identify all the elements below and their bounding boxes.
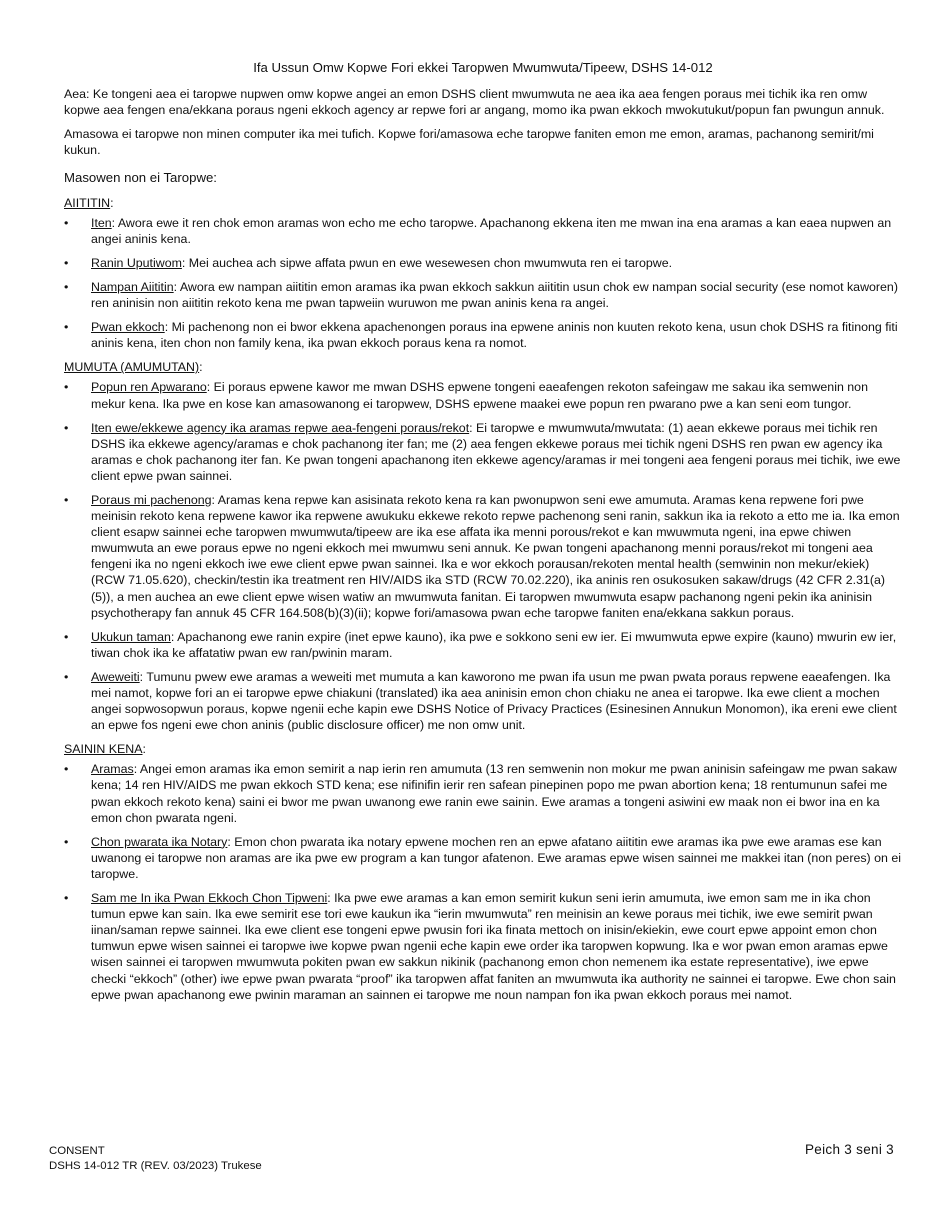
list-item bbox=[64, 379, 902, 411]
bullet: • bbox=[64, 215, 69, 230]
item-term: Aramas bbox=[91, 762, 134, 777]
item-term: Nampan Aiititin bbox=[91, 279, 174, 294]
bullet: • bbox=[64, 492, 69, 507]
item-term: Iten ewe/ekkewe agency ika aramas repwe aea-fengeni poraus/rekot bbox=[91, 420, 470, 435]
item-term: Ranin Uputiwom bbox=[91, 255, 182, 270]
document-page bbox=[64, 52, 902, 1011]
footer-consent-label: CONSENT bbox=[49, 1145, 105, 1157]
list-item bbox=[64, 215, 902, 247]
item-text: : Angei emon aramas ika emon semirit a nap ierin ren amumuta (13 ren semwenin non mokur me pwan aninisin safeingaw me pwan sakaw kena; 14 ren HIV/AIDS me pwan ekkoch STD kena; ese nifinifin ierir ren safean pinepinen popo me pwan abortion kena; 18 rentumunun safei me pwan ekkoch rekoto kena) saini ei bwor me pwan uwanong ewe ranin ewe sainin. Ewe aramas a tongeni asiwini ew maak non ei bwor ina en ka emon chon pwarata ngeni. bbox=[91, 762, 897, 825]
bullet: • bbox=[64, 420, 69, 435]
item-text: : Awora ew nampan aiititin emon aramas ika pwan ekkoch sakkun aiititin usun chok ew nampan social security (ese nomot kaworen) ren aninisin non aiititin rekoto kena me pwan tapweiin wuruwon me pwan aninis kena ra angei. bbox=[91, 279, 898, 311]
bullet: • bbox=[64, 380, 69, 395]
bullet: • bbox=[64, 669, 69, 684]
bullet: • bbox=[64, 629, 69, 644]
item-text: : Apachanong ewe ranin expire (inet epwe kauno), ika pwe e sokkono seni ew ier. Ei mwumwuta epwe expire (kauno) mwurin ew ier, tiwan chok ika ke affatatiw pwan ew ran/pwinin maram. bbox=[91, 629, 897, 660]
item-text: : Awora ewe it ren chok emon aramas won echo me echo taropwe. Apachanong ekkena iten me mwan ina ena aramas a kan eaea nupwen an angei aninis kena. bbox=[91, 215, 892, 246]
item-text: : Mi pachenong non ei bwor ekkena apachenongen poraus ina epwene aninis non kuuten rekoto kena, usun chok DSHS ra fitinong fiti aninis kena, iten chon non family kena, ika pwan ekkoch poraus kena ra nomot. bbox=[91, 320, 898, 351]
list-item bbox=[64, 890, 902, 1003]
item-term: Aweweiti bbox=[91, 669, 140, 684]
item-text: : Ei poraus epwene kawor me mwan DSHS epwene tongeni eaeafengen rekoton safeingaw me sakau ika semwenin non mekur kena. Ika pwe en kose kan amasowanong ei taropwew, DSHS epwene maakei ewe popun ren pwarano pwe a kan seni eom tungor. bbox=[91, 380, 868, 411]
list-item bbox=[64, 255, 902, 271]
section-heading-mumuta: MUMUTA (AMUMUTAN): bbox=[64, 360, 203, 375]
item-term: Ukukun taman bbox=[91, 629, 171, 644]
bullet: • bbox=[64, 320, 69, 335]
item-text: : Tumunu pwew ewe aramas a weweiti met mumuta a kan kaworono me pwan ifa usun me pwan pwata poraus repwene eaeafengen. Ika mei namot, kopwe fori an ei taropwe epwe chiakuni (translated) ika aea aninisin emon chon chiaku ne anea ei taropwe. Ika ewe client a mochen angei sopwosopwun poraus, kopwe ngenii eche kapin ewe DSHS Notice of Privacy Practices (Esinesinen Annukun Monomon), ika ereni ewe client an epwe fos ngeni ewe chon aninis (public disclosure officer) me non omw unit. bbox=[91, 669, 897, 733]
list-item bbox=[64, 669, 902, 733]
item-term: Poraus mi pachenong bbox=[91, 492, 212, 507]
intro-paragraph: Aea: Ke tongeni aea ei taropwe nupwen omw kopwe angei an emon DSHS client mwumwuta ne aea ika aea fengen poraus mei tichik ika ren omw kopwe aea fengen ena/ekkana poraus ngeni ekkoch agency ar repwe fori ar angang, momo ika pwan ekkoch mwokutukut/popun fan pwungun annuk. bbox=[64, 87, 885, 118]
page-number: Peich 3 seni 3 bbox=[804, 1142, 894, 1157]
bullet: • bbox=[64, 762, 69, 777]
list-item bbox=[64, 492, 902, 621]
section-list-sainin bbox=[64, 761, 902, 1002]
item-term: Iten bbox=[91, 215, 112, 230]
item-term: Sam me In ika Pwan Ekkoch Chon Tipweni bbox=[91, 891, 328, 906]
footer-form-number: DSHS 14-012 TR (REV. 03/2023) Trukese bbox=[49, 1160, 262, 1172]
item-term: Chon pwarata ika Notary bbox=[91, 834, 228, 849]
intro-paragraph-2: Amasowa ei taropwe non minen computer ika mei tufich. Kopwe fori/amasowa eche taropwe faniten emon me emon, aramas, pachanong semirit/mi kukun. bbox=[64, 127, 874, 158]
contents-heading: Masowen non ei Taropwe: bbox=[64, 170, 217, 186]
item-text: : Ei taropwe e mwumwuta/mwutata: (1) aean ekkewe poraus mei tichik ren DSHS ika ekkewe agency/aramas e chok pachanong iter fan; me (2) aea fengen ekkewe poraus mei tichik ngeni DSHS ren pwan ew agency ika aramas e chok pachanong iter fan. Ke pwan tongeni apachanong iten ekkewe agency/aramas ir mei tongeni aea fengeni poraus mei tichik, iwe ewe client epwe pwan sainnei. bbox=[91, 420, 901, 483]
item-text: : Emon chon pwarata ika notary epwene mochen ren an epwe afatano aiititin ewe aramas ika pwe ewe aramas ese kan uwanong ei taropwe non aramas are ika pwe ew program a kan tungor afatenon. Ewe aramas epwe wisen sainnei me makkei itan (non peres) on ei taropwe. bbox=[91, 834, 901, 881]
bullet: • bbox=[64, 891, 69, 906]
item-text: : Ika pwe ewe aramas a kan emon semirit kukun seni ierin amumuta, iwe emon sam me in ika chon tumun epwe kan sain. Ika ewe semirit ese tori ewe kaukun ika “ierin mwumwuta” ren meinisin an kewe poraus mei tichik, iwe ewe semirit pwan iinan/saman repwe sainnei. Ika ewe client ese tongeni epwe pwusin fori ika finata mettoch on inisin/ekiekin, ewe court epwe appoint emon chon tumwun epwe wisen sainnei ei taropwe iwe kopwe pwan ngenii eche kapin ewe order ika taropwen kopwung. Ika e wor pwan emon aramas epwe wisen sainnei ei taropwen mwumwuta pokiten pwan ew sakkun nikinik (pachanong emon chon nemenem ika estate representative), iwe epwe checki “ekkoch” (other) iwe epwe pwan pwarata “proof” ika taropwen affat faniten an mwumwuta ika authority ne sainnei ei taropwe. Ewe chon sain epwe pwan apachanong ewe pwinin maraman an sainnen ei taropwe me noun nampan fon ika pwan ekkoch poraus mei namot. bbox=[91, 891, 896, 1002]
bullet: • bbox=[64, 834, 69, 849]
section-list-aiititin bbox=[64, 215, 902, 352]
list-item bbox=[64, 761, 902, 825]
bullet: • bbox=[64, 255, 69, 270]
item-term: Pwan ekkoch bbox=[91, 320, 165, 335]
list-item bbox=[64, 834, 902, 882]
list-item bbox=[64, 629, 902, 661]
list-item bbox=[64, 319, 902, 351]
section-heading-sainin: SAININ KENA: bbox=[64, 742, 146, 757]
item-text: : Mei auchea ach sipwe affata pwun en ewe wesewesen chon mwumwuta ren ei taropwe. bbox=[181, 255, 673, 270]
form-footer bbox=[49, 1144, 262, 1174]
item-term: Popun ren Apwarano bbox=[91, 380, 207, 395]
item-text: : Aramas kena repwe kan asisinata rekoto kena ra kan pwonupwon seni ewe amumuta. Aramas kena repwene fori pwe meinisin rekoto kena repwene kawor ika repwene awukuku ekkewe rekoto repwe pachenong seni ranin, sakkun ika ia rekoto a etto me ia. Ika emon client esapw sainnei eche taropwen mwumwuta/tipeew are ika ese affata ika menni porous/rekot e kan mwuwmuta ngeni, ina epwe chiwen mwumwuta an ewe poraus epwe no ngeni ekkoch mei mwumwu seni annuk. Ke pwan tongeni apachanong menni poraus/rekot mi tongeni aea fengeni ika no ngeni ekkoch iwe ewe client epwe pwan sainnei. Ika e wor ekkoch porausan/rekoten mental health (semwinin non mekur/ekiek) (RCW 71.05.620), checkin/testin ika treatment ren HIV/AIDS ika STD (RCW 70.02.220), ika aninis ren osukosuken sakaw/drugs (42 CFR 2.31(a)(5)), a men auchea an ewe client epwe wisen watiw an mwumwuta fanitan. Ei taropwen mwumwuta esapw pachanong ngeni pekin ika aninisin psychotherapy fan annuk 45 CFR 164.508(b)(3)(ii); kopwe fori/amasowa pwan eche taropwe faniten ena/ekkana sakkun poraus. bbox=[91, 492, 900, 620]
page-title: Ifa Ussun Omw Kopwe Fori ekkei Taropwen Mwumwuta/Tipeew, DSHS 14-012 bbox=[253, 60, 713, 75]
section-list-mumuta bbox=[64, 379, 902, 733]
section-heading-aiititin: AIITITIN: bbox=[64, 195, 114, 210]
list-item bbox=[64, 279, 902, 311]
bullet: • bbox=[64, 279, 69, 294]
list-item bbox=[64, 420, 902, 484]
